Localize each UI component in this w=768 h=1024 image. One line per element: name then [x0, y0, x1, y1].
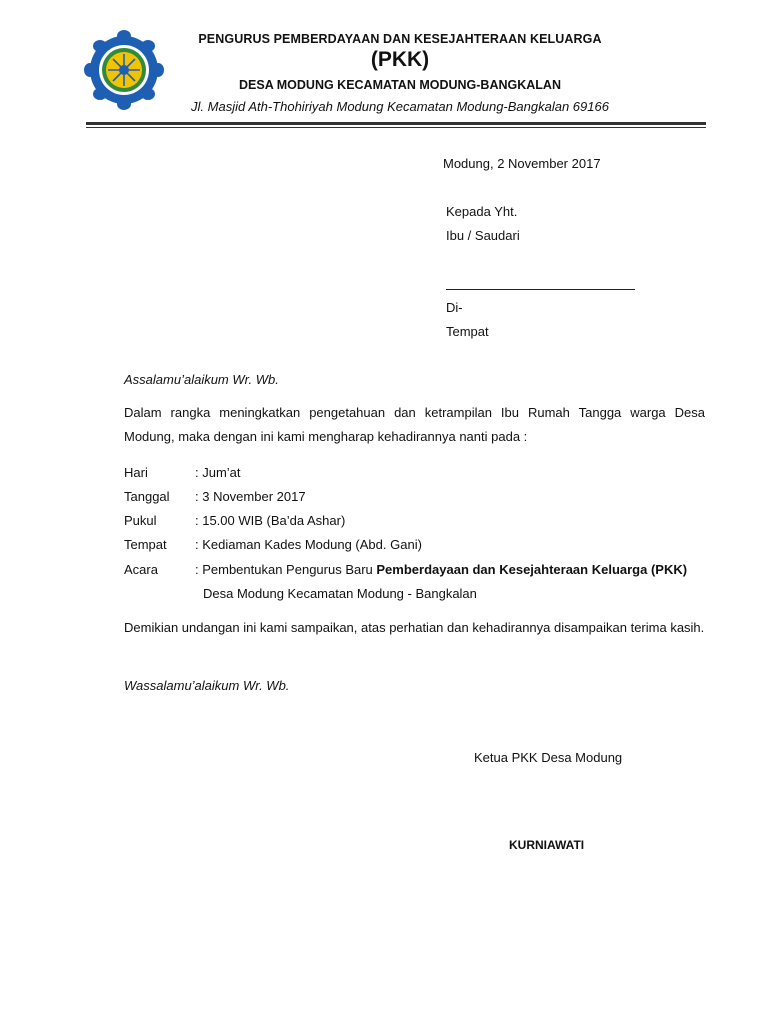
detail-label: Acara — [124, 562, 158, 577]
recipient-name-blank — [446, 289, 635, 290]
org-location-line: DESA MODUNG KECAMATAN MODUNG-BANGKALAN — [239, 78, 561, 92]
intro-paragraph: Dalam rangka meningkatkan pengetahuan dan ketrampilan Ibu Rumah Tangga warga Desa Modung, maka dengan ini kami mengharap kehadirannya nanti pada : — [124, 405, 705, 444]
recipient-line-4: Tempat — [446, 324, 489, 339]
detail-label: Hari — [124, 465, 148, 480]
pkk-emblem-icon — [84, 30, 164, 110]
acara-bold: Pemberdayaan dan Kesejahteraan Keluarga (PKK) — [376, 562, 688, 577]
closing-greeting: Wassalamu’alaikum Wr. Wb. — [124, 678, 290, 693]
opening-greeting: Assalamu’alaikum Wr. Wb. — [124, 372, 279, 387]
acara-line-2: Desa Modung Kecamatan Modung - Bangkalan — [203, 586, 477, 601]
detail-label: Tanggal — [124, 489, 170, 504]
signature-title: Ketua PKK Desa Modung — [474, 750, 623, 765]
detail-value: : 15.00 WIB (Ba’da Ashar) — [195, 513, 346, 528]
org-abbreviation: (PKK) — [370, 48, 430, 71]
recipient-line-3: Di- — [446, 300, 463, 315]
org-address: Jl. Masjid Ath-Thohiriyah Modung Kecamatan Modung-Bangkalan 69166 — [191, 99, 609, 114]
detail-value: : Jum’at — [195, 465, 241, 480]
detail-value: : 3 November 2017 — [195, 489, 306, 504]
header-rule-thick — [86, 122, 706, 125]
detail-value: : Kediaman Kades Modung (Abd. Gani) — [195, 537, 422, 552]
acara-value — [195, 562, 687, 577]
recipient-line-1: Kepada Yht. — [446, 204, 518, 219]
signatory-name: KURNIAWATI — [509, 838, 585, 852]
detail-label: Pukul — [124, 513, 157, 528]
detail-label: Tempat — [124, 537, 167, 552]
header-rule-thin — [86, 127, 706, 128]
org-name-line: PENGURUS PEMBERDAYAAN DAN KESEJAHTERAAN KELUARGA — [198, 32, 602, 46]
closing-paragraph: Demikian undangan ini kami sampaikan, atas perhatian dan kehadirannya disampaikan terima kasih. — [124, 620, 705, 635]
recipient-line-2: Ibu / Saudari — [446, 228, 520, 243]
acara-prefix: : Pembentukan Pengurus Baru — [195, 562, 377, 577]
letter-date: Modung, 2 November 2017 — [443, 156, 601, 171]
